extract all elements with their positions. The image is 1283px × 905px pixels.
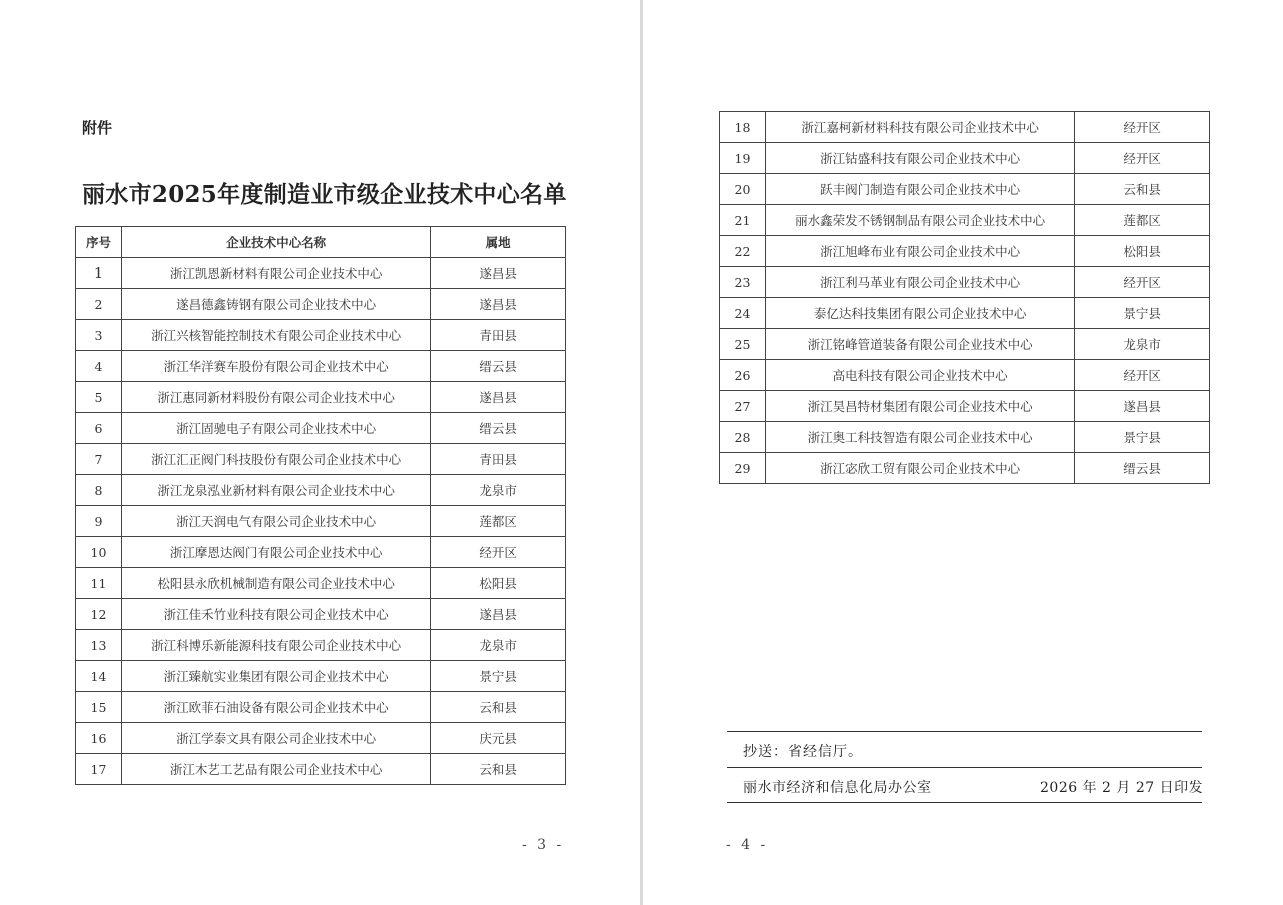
region: 景宁县 [431,661,566,692]
region: 龙泉市 [431,630,566,661]
region: 青田县 [431,444,566,475]
region: 遂昌县 [1075,391,1210,422]
table-row [720,143,1210,174]
row-number: 28 [720,422,766,453]
region: 经开区 [1075,267,1210,298]
header-no: 序号 [76,227,122,258]
enterprise-name: 浙江凯恩新材料有限公司企业技术中心 [121,258,430,289]
cc-line: 抄送：省经信厅。 [743,744,863,760]
table-row [720,360,1210,391]
region: 经开区 [1075,143,1210,174]
table-row [720,298,1210,329]
table-row [720,453,1210,484]
table-row [720,112,1210,143]
table-row [76,568,566,599]
enterprise-name: 浙江科博乐新能源科技有限公司企业技术中心 [121,630,430,661]
row-number: 7 [76,444,122,475]
row-number: 20 [720,174,766,205]
enterprise-name: 浙江华洋赛车股份有限公司企业技术中心 [121,351,430,382]
enterprise-name: 浙江钴盛科技有限公司企业技术中心 [765,143,1074,174]
enterprise-name: 跃丰阀门制造有限公司企业技术中心 [765,174,1074,205]
enterprise-name: 浙江摩恩达阀门有限公司企业技术中心 [121,537,430,568]
row-number: 19 [720,143,766,174]
region: 松阳县 [431,568,566,599]
row-number: 18 [720,112,766,143]
table-header-row [76,227,566,258]
enterprise-name: 浙江利马革业有限公司企业技术中心 [765,267,1074,298]
enterprise-list-table-part-2 [719,111,1210,484]
enterprise-name: 浙江兴核智能控制技术有限公司企业技术中心 [121,320,430,351]
table-row [720,391,1210,422]
page-number: - 3 - [522,837,565,853]
table-row [76,723,566,754]
row-number: 21 [720,205,766,236]
row-number: 5 [76,382,122,413]
enterprise-list-table-part-1 [75,226,566,785]
row-number: 8 [76,475,122,506]
footer-top-rule [727,731,1202,732]
table-row [76,320,566,351]
issue-date: 2026 年 2 月 27 日印发 [1040,780,1204,796]
enterprise-name: 浙江佳禾竹业科技有限公司企业技术中心 [121,599,430,630]
row-number: 13 [76,630,122,661]
region: 庆元县 [431,723,566,754]
region: 云和县 [1075,174,1210,205]
enterprise-name: 浙江天润电气有限公司企业技术中心 [121,506,430,537]
enterprise-name: 浙江奥工科技智造有限公司企业技术中心 [765,422,1074,453]
table-row [720,236,1210,267]
row-number: 11 [76,568,122,599]
enterprise-name: 遂昌德鑫铸钢有限公司企业技术中心 [121,289,430,320]
table-row [76,382,566,413]
footer-middle-rule [727,767,1202,768]
row-number: 29 [720,453,766,484]
enterprise-name: 松阳县永欣机械制造有限公司企业技术中心 [121,568,430,599]
row-number: 14 [76,661,122,692]
region: 遂昌县 [431,289,566,320]
enterprise-name: 浙江龙泉泓业新材料有限公司企业技术中心 [121,475,430,506]
row-number: 9 [76,506,122,537]
enterprise-name: 浙江固驰电子有限公司企业技术中心 [121,413,430,444]
row-number: 27 [720,391,766,422]
enterprise-name: 浙江欧菲石油设备有限公司企业技术中心 [121,692,430,723]
row-number: 12 [76,599,122,630]
region: 经开区 [1075,112,1210,143]
region: 缙云县 [1075,453,1210,484]
row-number: 15 [76,692,122,723]
table-row [76,351,566,382]
table-row [76,630,566,661]
row-number: 25 [720,329,766,360]
table-row [76,754,566,785]
page-number: - 4 - [726,837,769,853]
header-name: 企业技术中心名称 [121,227,430,258]
region: 莲都区 [1075,205,1210,236]
region: 松阳县 [1075,236,1210,267]
region: 莲都区 [431,506,566,537]
header-region: 属地 [431,227,566,258]
row-number: 23 [720,267,766,298]
table-row [76,289,566,320]
enterprise-name: 浙江宓欣工贸有限公司企业技术中心 [765,453,1074,484]
table-row [720,205,1210,236]
row-number: 4 [76,351,122,382]
row-number: 6 [76,413,122,444]
row-number: 22 [720,236,766,267]
row-number: 10 [76,537,122,568]
region: 遂昌县 [431,382,566,413]
enterprise-name: 浙江旭峰布业有限公司企业技术中心 [765,236,1074,267]
table-row [76,506,566,537]
document-page-3 [0,0,640,905]
attachment-label: 附件 [82,119,113,137]
region: 遂昌县 [431,599,566,630]
enterprise-name: 浙江臻航实业集团有限公司企业技术中心 [121,661,430,692]
enterprise-name: 浙江汇正阀门科技股份有限公司企业技术中心 [121,444,430,475]
row-number: 26 [720,360,766,391]
enterprise-name: 丽水鑫荣发不锈钢制品有限公司企业技术中心 [765,205,1074,236]
table-row [76,537,566,568]
region: 缙云县 [431,351,566,382]
enterprise-name: 浙江惠同新材料股份有限公司企业技术中心 [121,382,430,413]
enterprise-name: 浙江嘉柯新材料科技有限公司企业技术中心 [765,112,1074,143]
table-row [76,444,566,475]
table-row [76,258,566,289]
document-title: 丽水市2025年度制造业市级企业技术中心名单 [82,181,567,208]
row-number: 1 [76,258,122,289]
enterprise-name: 泰亿达科技集团有限公司企业技术中心 [765,298,1074,329]
row-number: 3 [76,320,122,351]
region: 云和县 [431,754,566,785]
table-row [76,599,566,630]
table-row [720,174,1210,205]
row-number: 17 [76,754,122,785]
table-row [720,267,1210,298]
region: 缙云县 [431,413,566,444]
enterprise-name: 浙江木艺工艺品有限公司企业技术中心 [121,754,430,785]
region: 景宁县 [1075,422,1210,453]
region: 云和县 [431,692,566,723]
region: 景宁县 [1075,298,1210,329]
enterprise-name: 高电科技有限公司企业技术中心 [765,360,1074,391]
region: 遂昌县 [431,258,566,289]
table-row [720,329,1210,360]
table-row [76,692,566,723]
enterprise-name: 浙江学泰文具有限公司企业技术中心 [121,723,430,754]
enterprise-name: 浙江昊昌特材集团有限公司企业技术中心 [765,391,1074,422]
table-row [720,422,1210,453]
row-number: 2 [76,289,122,320]
region: 龙泉市 [431,475,566,506]
table-row [76,475,566,506]
row-number: 24 [720,298,766,329]
table-row [76,661,566,692]
footer-bottom-rule [727,802,1202,803]
table-row [76,413,566,444]
issuing-office: 丽水市经济和信息化局办公室 [743,780,932,796]
region: 龙泉市 [1075,329,1210,360]
region: 经开区 [431,537,566,568]
region: 青田县 [431,320,566,351]
enterprise-name: 浙江铭峰管道装备有限公司企业技术中心 [765,329,1074,360]
region: 经开区 [1075,360,1210,391]
row-number: 16 [76,723,122,754]
